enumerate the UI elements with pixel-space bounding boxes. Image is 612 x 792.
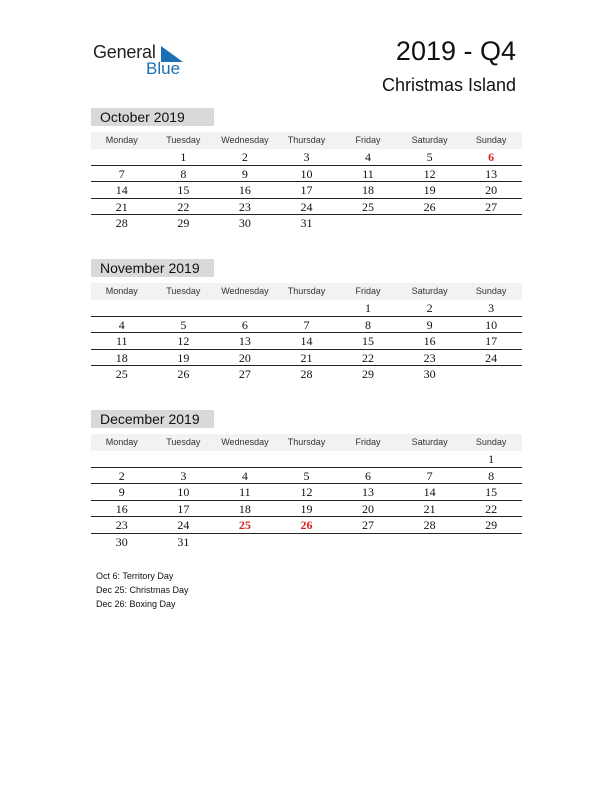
day-cell: 19 bbox=[177, 350, 190, 365]
weekday-label: Saturday bbox=[411, 135, 448, 145]
day-cell: 25 bbox=[115, 367, 128, 381]
day-cell: 9 bbox=[118, 485, 125, 499]
empty-day-cell bbox=[337, 215, 399, 232]
weekday-label: Friday bbox=[355, 437, 381, 447]
day-cell: 6 bbox=[488, 150, 495, 164]
month-november bbox=[91, 259, 522, 383]
day-cell: 27 bbox=[238, 367, 251, 381]
weekday-label: Wednesday bbox=[221, 437, 269, 447]
empty-day-cell bbox=[399, 451, 461, 467]
week-row bbox=[91, 300, 522, 317]
day-cell: 18 bbox=[115, 350, 128, 365]
empty-day-cell bbox=[399, 534, 461, 551]
holiday-note: Dec 25: Christmas Day bbox=[96, 585, 189, 595]
weekday-label: Monday bbox=[105, 437, 138, 447]
day-cell: 24 bbox=[177, 518, 190, 532]
weekday-label: Thursday bbox=[287, 286, 326, 296]
day-cell: 10 bbox=[485, 317, 498, 332]
day-cell: 12 bbox=[300, 485, 313, 499]
day-cell: 25 bbox=[362, 199, 375, 214]
weekday-header-row bbox=[91, 132, 522, 149]
day-cell: 3 bbox=[303, 150, 310, 164]
day-cell: 29 bbox=[485, 518, 498, 532]
day-cell: 7 bbox=[426, 468, 433, 483]
day-cell: 23 bbox=[115, 518, 128, 532]
week-row bbox=[91, 149, 522, 166]
day-cell: 2 bbox=[241, 150, 248, 164]
day-cell: 13 bbox=[485, 166, 498, 181]
empty-day-cell bbox=[91, 149, 153, 165]
day-cell: 7 bbox=[118, 166, 125, 181]
day-cell: 7 bbox=[303, 317, 310, 332]
month-october bbox=[91, 108, 522, 232]
day-cell: 24 bbox=[300, 199, 313, 214]
page-subtitle: Christmas Island bbox=[381, 75, 516, 95]
weekday-label: Monday bbox=[105, 286, 138, 296]
week-row bbox=[91, 199, 522, 216]
day-cell: 3 bbox=[488, 301, 495, 315]
empty-day-cell bbox=[460, 366, 522, 383]
day-cell: 30 bbox=[238, 216, 251, 230]
day-cell: 22 bbox=[485, 501, 498, 516]
day-cell: 15 bbox=[177, 183, 190, 197]
empty-day-cell bbox=[214, 534, 276, 551]
day-cell: 1 bbox=[488, 452, 495, 466]
day-cell: 28 bbox=[300, 367, 313, 381]
day-cell: 9 bbox=[426, 317, 433, 332]
weekday-label: Monday bbox=[105, 135, 138, 145]
day-cell: 5 bbox=[180, 317, 187, 332]
page-title: 2019 - Q4 bbox=[395, 36, 516, 66]
logo-general-text: General bbox=[93, 42, 156, 62]
day-cell: 14 bbox=[300, 334, 313, 348]
holiday-note: Oct 6: Territory Day bbox=[96, 571, 174, 581]
weekday-label: Wednesday bbox=[221, 286, 269, 296]
day-cell: 8 bbox=[365, 317, 372, 332]
day-cell: 15 bbox=[362, 334, 375, 348]
day-cell: 26 bbox=[423, 199, 436, 214]
day-cell: 29 bbox=[362, 367, 375, 381]
empty-day-cell bbox=[153, 300, 215, 316]
day-cell: 27 bbox=[485, 199, 498, 214]
weekday-label: Saturday bbox=[411, 286, 448, 296]
weekday-label: Thursday bbox=[287, 135, 326, 145]
day-cell: 4 bbox=[241, 468, 248, 483]
day-cell: 28 bbox=[423, 518, 436, 532]
weekday-label: Tuesday bbox=[166, 286, 201, 296]
day-cell: 24 bbox=[485, 350, 498, 365]
day-cell: 13 bbox=[238, 334, 251, 348]
week-row bbox=[91, 350, 522, 367]
day-cell: 4 bbox=[365, 150, 372, 164]
day-cell: 20 bbox=[485, 183, 498, 197]
empty-day-cell bbox=[214, 300, 276, 316]
day-cell: 4 bbox=[118, 317, 125, 332]
empty-day-cell bbox=[276, 534, 338, 551]
day-cell: 14 bbox=[423, 485, 436, 499]
day-cell: 18 bbox=[362, 183, 375, 197]
day-cell: 30 bbox=[423, 367, 436, 381]
day-cell: 11 bbox=[239, 485, 251, 499]
day-cell: 6 bbox=[241, 317, 248, 332]
weekday-label: Tuesday bbox=[166, 135, 201, 145]
day-cell: 17 bbox=[177, 501, 190, 516]
day-cell: 31 bbox=[300, 216, 313, 230]
day-cell: 28 bbox=[115, 216, 128, 230]
empty-day-cell bbox=[337, 451, 399, 467]
weekday-header-row bbox=[91, 434, 522, 451]
day-cell: 6 bbox=[365, 468, 372, 483]
week-row bbox=[91, 534, 522, 551]
holiday-notes bbox=[96, 569, 189, 611]
day-cell: 29 bbox=[177, 216, 190, 230]
day-cell: 15 bbox=[485, 485, 498, 499]
logo-blue-text: Blue bbox=[146, 59, 181, 78]
month-december bbox=[91, 410, 522, 550]
week-row bbox=[91, 166, 522, 183]
day-cell: 23 bbox=[238, 199, 251, 214]
day-cell: 14 bbox=[115, 183, 128, 197]
empty-day-cell bbox=[214, 451, 276, 467]
day-cell: 30 bbox=[115, 534, 128, 549]
day-cell: 1 bbox=[180, 150, 187, 164]
day-cell: 11 bbox=[116, 334, 128, 348]
day-cell: 12 bbox=[423, 166, 436, 181]
day-cell: 22 bbox=[362, 350, 375, 365]
day-cell: 16 bbox=[115, 501, 128, 516]
month-name: October 2019 bbox=[91, 108, 214, 126]
week-row bbox=[91, 215, 522, 232]
day-cell: 2 bbox=[426, 301, 433, 315]
weekday-label: Saturday bbox=[411, 437, 448, 447]
empty-day-cell bbox=[460, 215, 522, 232]
weekday-label: Tuesday bbox=[166, 437, 201, 447]
week-row bbox=[91, 517, 522, 534]
week-row bbox=[91, 451, 522, 468]
day-cell: 20 bbox=[362, 501, 375, 516]
day-cell: 11 bbox=[362, 166, 374, 181]
empty-day-cell bbox=[399, 215, 461, 232]
weekday-label: Sunday bbox=[475, 135, 507, 145]
month-name: December 2019 bbox=[91, 410, 214, 428]
weekday-header-row bbox=[91, 283, 522, 300]
day-cell: 21 bbox=[115, 199, 128, 214]
day-cell: 13 bbox=[362, 485, 375, 499]
holiday-note: Dec 26: Boxing Day bbox=[96, 599, 176, 609]
weekday-label: Wednesday bbox=[221, 135, 269, 145]
day-cell: 16 bbox=[423, 334, 436, 348]
week-row bbox=[91, 317, 522, 334]
day-cell: 21 bbox=[423, 501, 436, 516]
week-row bbox=[91, 366, 522, 383]
empty-day-cell bbox=[153, 451, 215, 467]
day-cell: 9 bbox=[241, 166, 248, 181]
weekday-label: Thursday bbox=[287, 437, 326, 447]
day-cell: 5 bbox=[303, 468, 310, 483]
day-cell: 12 bbox=[177, 334, 190, 348]
empty-day-cell bbox=[337, 534, 399, 551]
weekday-label: Sunday bbox=[475, 286, 507, 296]
day-cell: 20 bbox=[238, 350, 251, 365]
day-cell: 2 bbox=[118, 468, 125, 483]
week-row bbox=[91, 468, 522, 485]
day-cell: 26 bbox=[300, 518, 313, 532]
day-cell: 25 bbox=[238, 518, 251, 532]
day-cell: 17 bbox=[485, 334, 498, 348]
day-cell: 5 bbox=[426, 150, 433, 164]
day-cell: 31 bbox=[177, 534, 190, 549]
week-row bbox=[91, 333, 522, 350]
day-cell: 8 bbox=[488, 468, 495, 483]
month-name: November 2019 bbox=[91, 259, 214, 277]
empty-day-cell bbox=[460, 534, 522, 551]
empty-day-cell bbox=[91, 451, 153, 467]
day-cell: 22 bbox=[177, 199, 190, 214]
day-cell: 19 bbox=[300, 501, 313, 516]
day-cell: 17 bbox=[300, 183, 313, 197]
empty-day-cell bbox=[91, 300, 153, 316]
weekday-label: Friday bbox=[355, 135, 381, 145]
day-cell: 10 bbox=[300, 166, 313, 181]
day-cell: 27 bbox=[362, 518, 375, 532]
day-cell: 16 bbox=[238, 183, 251, 197]
generalblue-logo bbox=[93, 42, 193, 82]
day-cell: 19 bbox=[423, 183, 436, 197]
day-cell: 21 bbox=[300, 350, 313, 365]
day-cell: 26 bbox=[177, 367, 190, 381]
day-cell: 23 bbox=[423, 350, 436, 365]
day-cell: 3 bbox=[180, 468, 187, 483]
weekday-label: Sunday bbox=[475, 437, 507, 447]
week-row bbox=[91, 484, 522, 501]
day-cell: 18 bbox=[238, 501, 251, 516]
empty-day-cell bbox=[276, 451, 338, 467]
day-cell: 8 bbox=[180, 166, 187, 181]
day-cell: 10 bbox=[177, 485, 190, 499]
weekday-label: Friday bbox=[355, 286, 381, 296]
week-row bbox=[91, 501, 522, 518]
week-row bbox=[91, 182, 522, 199]
empty-day-cell bbox=[276, 300, 338, 316]
day-cell: 1 bbox=[365, 301, 372, 315]
